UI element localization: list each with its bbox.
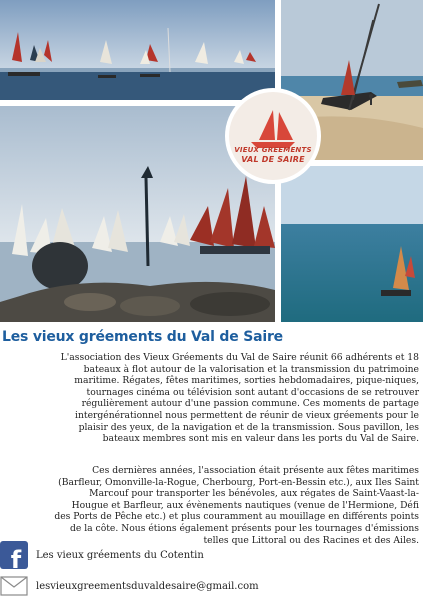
intro-paragraph: L'association des Vieux Gréements du Val de Saire réunit 66 adhérents et 18 bateaux à flot autour de la valorisation et la transmission du patrimoine maritime. Régates, fêtes maritimes, sorties hebdomadaires, pique-niques, tournages cinéma ou télévision sont autant d'occasions de se retrouver régulièrement autour d'une passion commune. Ces moments de partage intergénérationnel nous permettent de réunir de vieux gréements pour le plaisir des yeux, de la navigation et de la transmission. Sous pavillon, les bateaux membres sont mis en valeur dans les ports du Val de Saire.: [60, 352, 419, 445]
logo-line-1: VIEUX GREEMENTS: [234, 146, 312, 154]
facebook-icon: f: [0, 541, 28, 569]
association-logo: [225, 88, 321, 184]
logo-line-2: VAL DE SAIRE: [241, 155, 305, 164]
activities-paragraph: Ces dernières années, l'association était présente aux fêtes maritimes (Barfleur, Omonville-la-Rogue, Cherbourg, Port-en-Bessin etc.), aux Iles Saint Marcouf pour transporter les bénévoles, aux régates de Saint-Vaast-la-Hougue et Barfleur, aux évènements nautiques (venue de l'Hermione, Défi des Ports de Pêche etc.) et plus couramment au mouillage en différents points de la côte. Nous étions également présents pour les tournages d'émissions telles que Littoral ou des Racines et des Ailes.: [54, 465, 419, 546]
photo-open-sea: [281, 166, 423, 322]
page-title: Les vieux gréements du Val de Saire: [2, 329, 283, 345]
mail-icon: [0, 576, 28, 596]
photo-regatta-top-left: [0, 0, 275, 100]
email-contact[interactable]: [0, 576, 259, 596]
email-address[interactable]: lesvieuxgreementsduvaldesaire@gmail.com: [36, 580, 259, 592]
facebook-contact[interactable]: [0, 541, 204, 569]
sail-logo-icon: [229, 92, 317, 180]
facebook-page-name[interactable]: Les vieux gréements du Cotentin: [36, 549, 204, 561]
